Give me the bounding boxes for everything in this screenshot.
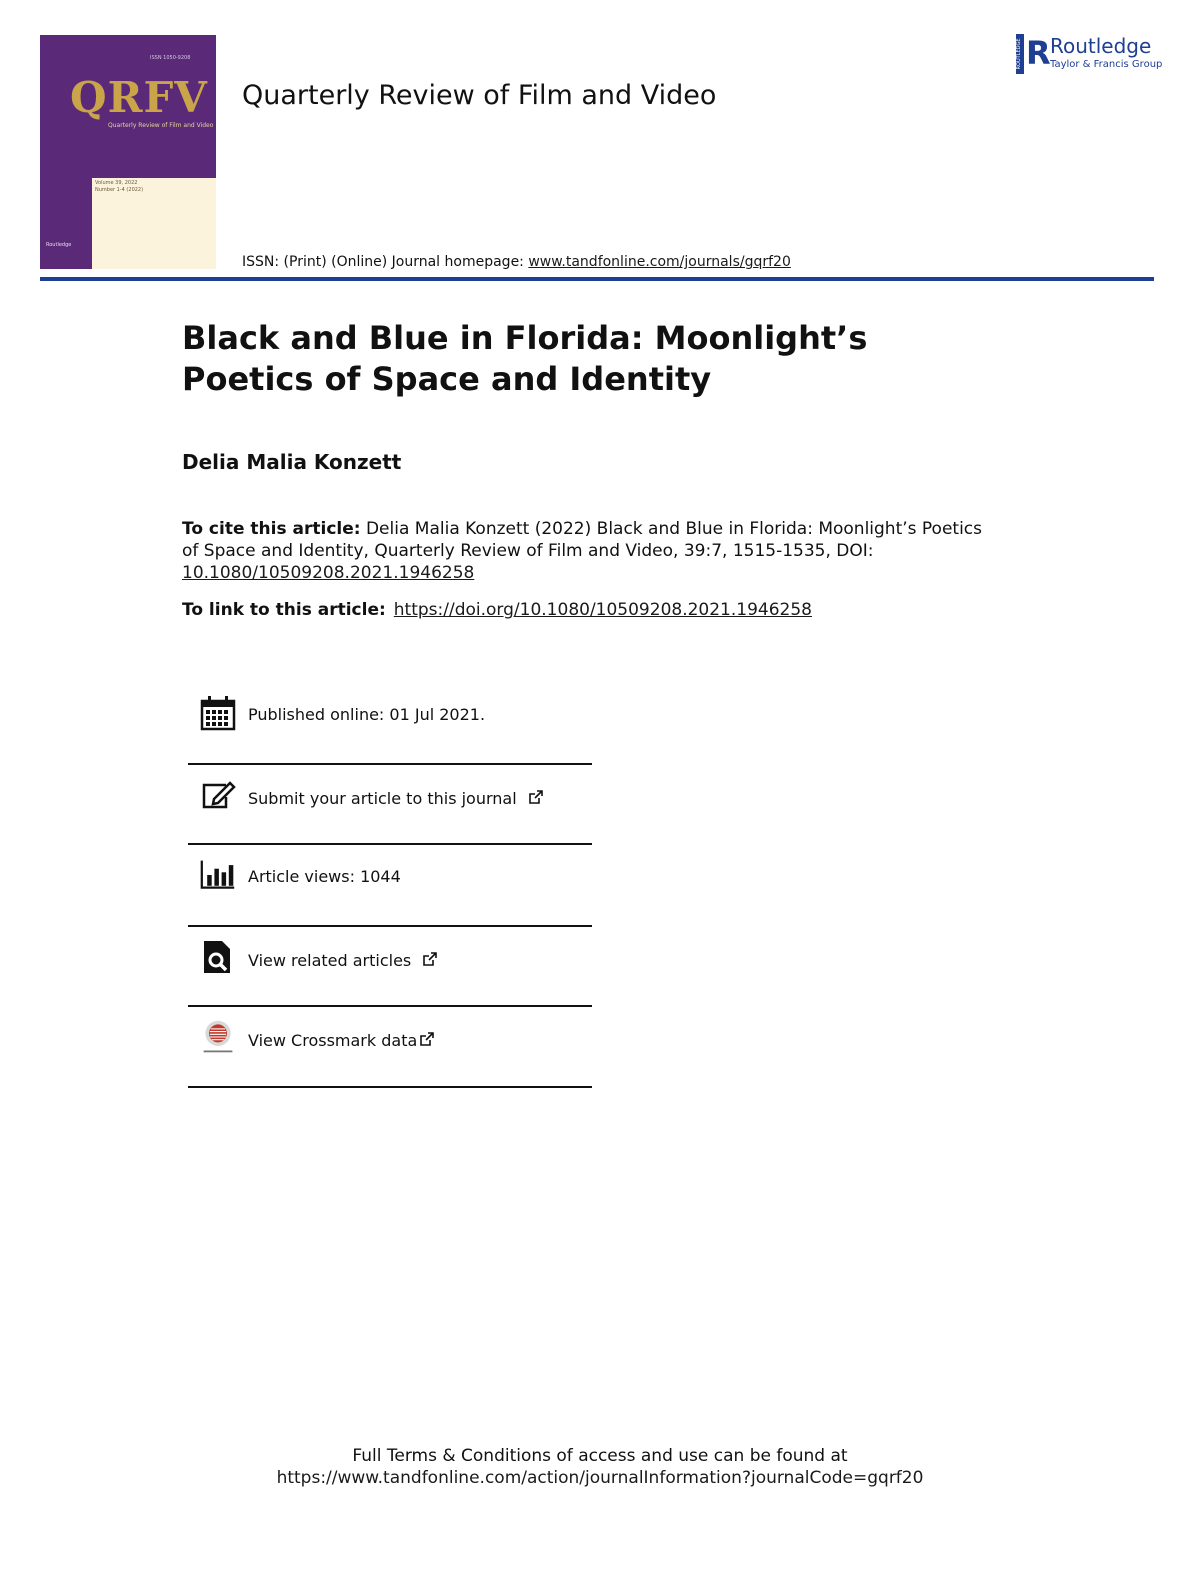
routledge-group: Taylor & Francis Group	[1050, 59, 1163, 70]
header-rule	[40, 277, 1154, 281]
related-row[interactable]	[188, 939, 592, 999]
article-link-line	[182, 600, 812, 620]
cover-volume	[95, 180, 143, 194]
divider	[188, 1086, 592, 1088]
cover-publisher: Routledge	[46, 242, 72, 248]
cover-title: QRFV	[70, 73, 208, 122]
view-crossmark-link[interactable]	[248, 1031, 435, 1050]
article-title: Black and Blue in Florida: Moonlight’s Poetics of Space and Identity	[182, 319, 868, 398]
external-link-icon	[419, 1031, 435, 1047]
submit-article-link[interactable]	[248, 789, 544, 808]
issn-line	[242, 254, 791, 270]
routledge-logo	[1016, 34, 1163, 74]
link-label: To link to this article:	[182, 600, 386, 620]
issn-prefix: ISSN: (Print) (Online) Journal homepage:	[242, 254, 529, 270]
cover-issue-text: Number 1-4 (2022)	[95, 187, 144, 193]
svg-text:ROUTLEDGE: ROUTLEDGE	[1016, 38, 1022, 70]
cover-side-band	[40, 35, 92, 269]
article-doi-url-link[interactable]: https://doi.org/10.1080/10509208.2021.1946258	[393, 600, 812, 620]
divider	[188, 1005, 592, 1007]
divider	[188, 763, 592, 765]
journal-cover	[40, 35, 216, 269]
citation-block	[182, 518, 982, 584]
divider	[188, 843, 592, 845]
cite-text: Delia Malia Konzett (2022) Black and Blue in Florida: Moonlight’s Poetics of Space and Identity, Quarterly Review of Film and Video, 39:7, 1515-1535, DOI:	[182, 519, 983, 561]
routledge-name: Routledge	[1050, 34, 1152, 58]
published-row	[188, 695, 592, 755]
article-views: Article views: 1044	[248, 867, 401, 886]
published-date: Published online: 01 Jul 2021.	[248, 705, 486, 724]
cover-subtitle: Quarterly Review of Film and Video	[108, 122, 214, 129]
calendar-icon	[200, 695, 236, 731]
view-related-articles-link[interactable]	[248, 951, 438, 970]
view-crossmark-label: View Crossmark data	[248, 1031, 418, 1050]
views-row	[188, 857, 592, 917]
journal-homepage-link[interactable]: www.tandfonline.com/journals/gqrf20	[528, 254, 791, 270]
edit-icon	[200, 777, 236, 813]
crossmark-icon	[200, 1019, 236, 1055]
cover-volume-text: Volume 39, 2022	[95, 180, 138, 186]
external-link-icon	[422, 951, 438, 967]
view-related-label: View related articles	[248, 951, 412, 970]
cite-label: To cite this article:	[182, 519, 361, 539]
search-document-icon	[200, 939, 236, 975]
submit-row[interactable]	[188, 777, 592, 837]
svg-text:R: R	[1026, 34, 1051, 72]
doi-link[interactable]: 10.1080/10509208.2021.1946258	[182, 563, 475, 583]
bar-chart-icon	[200, 857, 236, 893]
crossmark-row[interactable]	[188, 1019, 592, 1079]
cover-issn: ISSN 1050-9208	[150, 55, 191, 61]
footer-line-1: Full Terms & Conditions of access and use can be found at	[352, 1446, 848, 1466]
journal-title: Quarterly Review of Film and Video	[242, 80, 717, 111]
article-author: Delia Malia Konzett	[182, 450, 402, 474]
routledge-mark-icon	[1016, 34, 1051, 74]
submit-article-label: Submit your article to this journal	[248, 789, 517, 808]
external-link-icon	[528, 789, 544, 805]
divider	[188, 925, 592, 927]
terms-conditions-link[interactable]: https://www.tandfonline.com/action/journalInformation?journalCode=gqrf20	[276, 1468, 924, 1488]
footer-terms	[0, 1445, 1200, 1489]
